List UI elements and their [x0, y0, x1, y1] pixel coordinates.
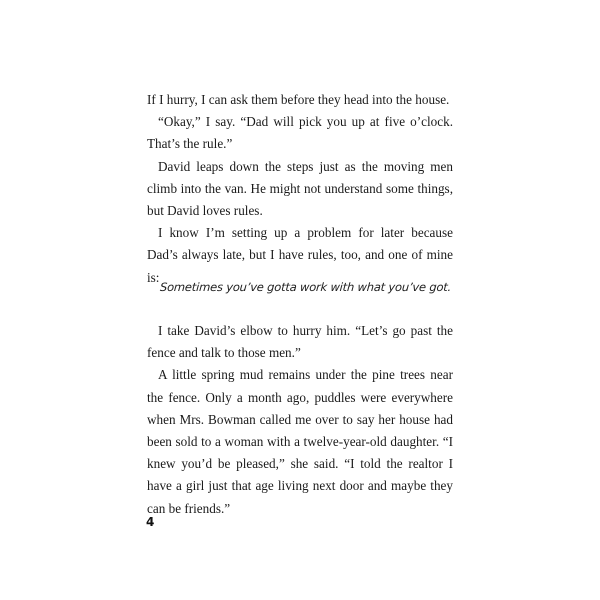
paragraph: I know I’m setting up a problem for later because Dad’s always late, but I have rules, too, and one of mine is: — [147, 225, 453, 285]
paragraph: A little spring mud remains under the pine trees near the fence. Only a month ago, puddles were everywhere when Mrs. Bowman called me over to say her house had been sold to a woman with a twelve-year-old daughter. “I knew you’d be pleased,” she said. “I told the realtor I have a girl just that age living next door and maybe they can be friends.” — [147, 367, 453, 516]
paragraph: “Okay,” I say. “Dad will pick you up at five o’clock. That’s the rule.” — [147, 114, 453, 152]
page-number: 4 — [146, 515, 155, 529]
text-block-bottom — [147, 320, 453, 520]
paragraph: If I hurry, I can ask them before they head into the house. — [147, 92, 450, 107]
handwritten-rule-note: Sometimes you’ve gotta work with what you’ve got. — [159, 280, 452, 294]
text-block-top — [147, 89, 453, 289]
paragraph: David leaps down the steps just as the moving men climb into the van. He might not understand some things, but David loves rules. — [147, 158, 453, 219]
paragraph: I take David’s elbow to hurry him. “Let’s go past the fence and talk to those men.” — [147, 323, 453, 361]
